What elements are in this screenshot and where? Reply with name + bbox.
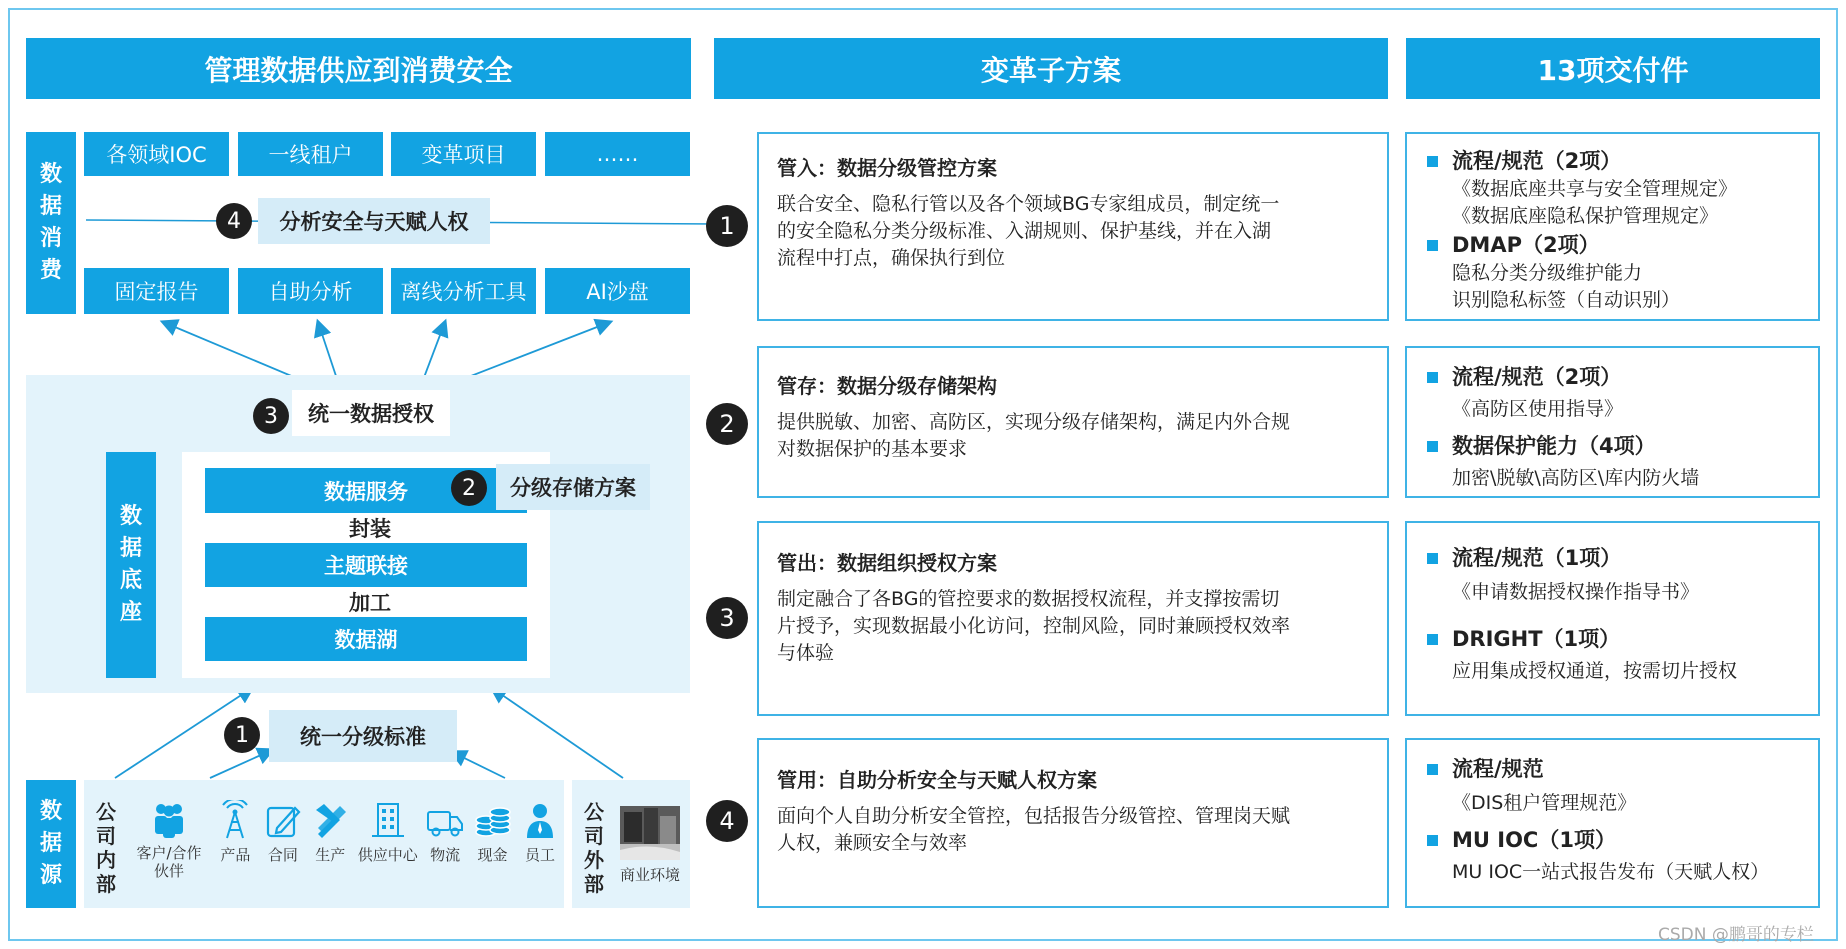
tile-ioc: 各领域IOC bbox=[84, 132, 229, 176]
tile-more: …… bbox=[545, 132, 690, 176]
bullet-square bbox=[1427, 441, 1438, 452]
vertical-char: 费 bbox=[39, 258, 62, 283]
tile-ai-sandbox: AI沙盘 bbox=[545, 268, 690, 314]
truck-icon bbox=[425, 800, 465, 840]
watermark: CSDN @鹏哥的专栏 bbox=[1658, 925, 1814, 945]
plan-1-panel bbox=[757, 132, 1389, 321]
source-item-label: 员工 bbox=[524, 846, 555, 864]
deliverable-head bbox=[1427, 624, 1810, 654]
deliverable-item: 《数据底座共享与安全管理规定》 bbox=[1452, 178, 1738, 200]
vertical-char: 数 bbox=[39, 162, 62, 187]
deliverable-head-text: DMAP（2项） bbox=[1452, 233, 1600, 257]
plan-title: 管入：数据分级管控方案 bbox=[777, 156, 997, 180]
deliverable-head-text: DRIGHT（1项） bbox=[1452, 627, 1621, 651]
process-encapsulate: 封装 bbox=[349, 517, 391, 541]
deliverables-3 bbox=[1405, 521, 1820, 716]
source-item-label: 供应中心 bbox=[357, 846, 418, 864]
plan-3-panel bbox=[757, 521, 1389, 716]
source-item-label: 产品 bbox=[220, 846, 251, 864]
deliverable-head bbox=[1427, 431, 1810, 461]
source-item-contract bbox=[263, 800, 303, 865]
deliverables-4 bbox=[1405, 738, 1820, 908]
photo-icon bbox=[620, 806, 680, 860]
source-item-label: 商业环境 bbox=[619, 866, 680, 884]
source-item-label: 物流 bbox=[430, 846, 461, 864]
source-item-cash bbox=[473, 800, 513, 865]
deliverable-item: 《申请数据授权操作指导书》 bbox=[1452, 581, 1700, 603]
plan-line: 制定融合了各BG的管控要求的数据授权流程，并支撑按需切 bbox=[777, 588, 1280, 610]
deliverable-item: 隐私分类分级维护能力 bbox=[1452, 262, 1643, 284]
contract-icon bbox=[263, 800, 303, 840]
deliverable-head bbox=[1427, 362, 1810, 392]
step-4-badge: 4 bbox=[216, 203, 252, 239]
vertical-char: 源 bbox=[39, 863, 62, 888]
deliverable-head-text: 流程/规范（2项） bbox=[1452, 149, 1622, 173]
header-right: 13项交付件 bbox=[1406, 38, 1820, 99]
tools-icon bbox=[310, 800, 350, 840]
deliverable-item: MU IOC一站式报告发布（天赋人权） bbox=[1452, 861, 1770, 883]
step-3-badge: 3 bbox=[253, 398, 289, 434]
tile-self-analysis: 自助分析 bbox=[238, 268, 383, 314]
tile-tenant: 一线租户 bbox=[238, 132, 383, 176]
header-left: 管理数据供应到消费安全 bbox=[26, 38, 691, 99]
layer-subject-link: 主题联接 bbox=[205, 543, 527, 587]
vertical-char: 据 bbox=[119, 536, 142, 561]
plan-line: 片授予，实现数据最小化访问，控制风险，同时兼顾授权效率 bbox=[777, 615, 1291, 637]
vertical-char: 座 bbox=[119, 600, 142, 625]
bullet-square bbox=[1427, 764, 1438, 775]
source-item-supply bbox=[358, 800, 418, 865]
process-processing: 加工 bbox=[349, 591, 391, 615]
source-item-logistics bbox=[425, 800, 465, 865]
deliverable-item: 《高防区使用指导》 bbox=[1452, 398, 1624, 420]
deliverable-head bbox=[1427, 825, 1810, 855]
tiered-storage-label: 分级存储方案 bbox=[496, 464, 650, 510]
bullet-square bbox=[1427, 835, 1438, 846]
deliverables-2 bbox=[1405, 346, 1820, 498]
people-icon bbox=[149, 800, 189, 840]
plan-line: 面向个人自助分析安全管控，包括报告分级管控、管理岗天赋 bbox=[777, 805, 1291, 827]
plan-title: 管用：自助分析安全与天赋人权方案 bbox=[777, 768, 1097, 792]
plan-line: 对数据保护的基本要求 bbox=[777, 438, 968, 460]
tower-icon bbox=[215, 800, 255, 840]
plan-body bbox=[777, 191, 1371, 272]
plan-2-panel bbox=[757, 346, 1389, 498]
deliverable-head bbox=[1427, 230, 1810, 260]
step-2-badge: 2 bbox=[451, 470, 487, 506]
coins-icon bbox=[473, 800, 513, 840]
source-item-label: 合同 bbox=[267, 846, 298, 864]
plan-3-badge: 3 bbox=[706, 597, 748, 639]
source-label-text bbox=[40, 796, 62, 892]
deliverable-head bbox=[1427, 146, 1810, 176]
plan-1-badge: 1 bbox=[706, 205, 748, 247]
consumption-label bbox=[26, 132, 76, 314]
deliverable-item: 应用集成授权通道，按需切片授权 bbox=[1452, 660, 1738, 682]
plan-line: 的安全隐私分类分级标准、入湖规则、保护基线，并在入湖 bbox=[777, 220, 1272, 242]
deliverable-head-text: 流程/规范（2项） bbox=[1452, 365, 1622, 389]
bullet-square bbox=[1427, 553, 1438, 564]
deliverable-item: 《DIS租户管理规范》 bbox=[1452, 792, 1637, 814]
deliverable-head bbox=[1427, 754, 1810, 784]
layer-data-service: 数据服务 bbox=[205, 468, 527, 513]
vertical-char: 底 bbox=[119, 568, 142, 593]
source-item-business-env bbox=[614, 806, 686, 885]
bullet-square bbox=[1427, 372, 1438, 383]
source-item-product bbox=[215, 800, 255, 865]
source-item-production bbox=[310, 800, 350, 865]
plan-line: 提供脱敏、加密、高防区，实现分级存储架构，满足内外合规 bbox=[777, 411, 1291, 433]
vertical-char: 消 bbox=[39, 226, 62, 251]
plan-line: 联合安全、隐私行管以及各个领域BG专家组成员，制定统一 bbox=[777, 193, 1280, 215]
deliverable-item: 加密\脱敏\高防区\库内防火墙 bbox=[1452, 467, 1700, 489]
plan-title: 管存：数据分级存储架构 bbox=[777, 374, 997, 398]
plan-4-badge: 4 bbox=[706, 800, 748, 842]
step-1-badge: 1 bbox=[224, 717, 260, 753]
vertical-char: 数 bbox=[39, 799, 62, 824]
internal-items bbox=[130, 800, 560, 900]
plan-2-badge: 2 bbox=[706, 403, 748, 445]
plan-body bbox=[777, 409, 1371, 463]
deliverable-head bbox=[1427, 543, 1810, 573]
deliverables-1 bbox=[1405, 132, 1820, 321]
plan-line: 流程中打点，确保执行到位 bbox=[777, 247, 1006, 269]
analysis-security-label: 分析安全与天赋人权 bbox=[258, 198, 490, 244]
plan-body bbox=[777, 586, 1371, 667]
source-item-employee bbox=[520, 800, 560, 865]
consumption-label-text bbox=[40, 159, 62, 287]
source-label bbox=[26, 780, 76, 908]
header-middle: 变革子方案 bbox=[714, 38, 1388, 99]
vertical-char: 据 bbox=[39, 194, 62, 219]
employee-icon bbox=[520, 800, 560, 840]
source-item-label: 客户/合作伙伴 bbox=[136, 844, 202, 880]
bullet-square bbox=[1427, 634, 1438, 645]
deliverable-head-text: 数据保护能力（4项） bbox=[1452, 434, 1656, 458]
deliverable-head-text: 流程/规范 bbox=[1452, 757, 1544, 781]
plan-line: 人权，兼顾安全与效率 bbox=[777, 832, 968, 854]
vertical-char: 据 bbox=[39, 831, 62, 856]
base-label bbox=[106, 452, 156, 678]
deliverable-head-text: MU IOC（1项） bbox=[1452, 828, 1616, 852]
unified-standard-label: 统一分级标准 bbox=[269, 710, 457, 762]
plan-title: 管出：数据组织授权方案 bbox=[777, 551, 997, 575]
tile-fixed-report: 固定报告 bbox=[84, 268, 229, 314]
unified-auth-label: 统一数据授权 bbox=[292, 390, 450, 436]
building-icon bbox=[368, 800, 408, 840]
internal-label: 公司内部 bbox=[96, 800, 116, 896]
vertical-char: 数 bbox=[119, 504, 142, 529]
plan-4-panel bbox=[757, 738, 1389, 908]
source-item-label: 现金 bbox=[477, 846, 508, 864]
external-label: 公司外部 bbox=[584, 800, 604, 896]
plan-body bbox=[777, 803, 1371, 857]
source-item-customer bbox=[130, 800, 208, 880]
source-item-label: 生产 bbox=[315, 846, 346, 864]
bullet-square bbox=[1427, 240, 1438, 251]
deliverable-item: 《数据底座隐私保护管理规定》 bbox=[1452, 205, 1719, 227]
base-label-text bbox=[120, 501, 142, 629]
tile-project: 变革项目 bbox=[391, 132, 536, 176]
plan-line: 与体验 bbox=[777, 642, 835, 664]
deliverable-item: 识别隐私标签（自动识别） bbox=[1452, 289, 1681, 311]
layer-data-lake: 数据湖 bbox=[205, 617, 527, 661]
bullet-square bbox=[1427, 156, 1438, 167]
tile-offline-tool: 离线分析工具 bbox=[391, 268, 536, 314]
deliverable-head-text: 流程/规范（1项） bbox=[1452, 546, 1622, 570]
